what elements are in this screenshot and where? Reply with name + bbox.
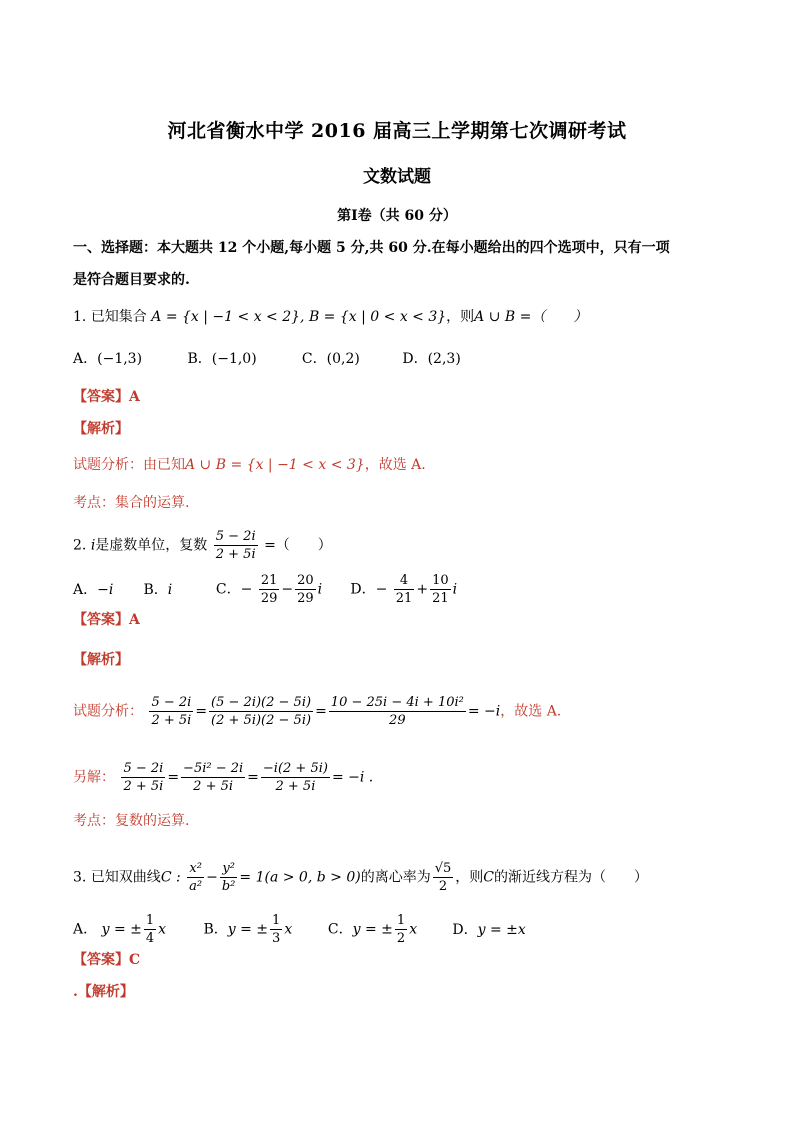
q3-option-c: C．y = ± $\frac{1}{2}$ x (327, 913, 418, 946)
q2-options (73, 572, 457, 607)
q2-fraction: $\frac{5 - 2i}{2 + 5i}$ (215, 529, 256, 562)
question-3: 3. 已知双曲线C : $\frac{\text{x²}}{\text{a²}}$ − $\frac{\text{y²}}{\text{b²}}$ = 1(a > 0, b > 0)的离心率为 $\frac{√5}{2}$ ，则C的渐近线方程为（ ） (73, 861, 648, 894)
q2-analysis: 试题分析： $\frac{5 - 2i}{2 + 5i}$ = $\frac{(5 - 2i)(2 - 5i)}{(2 + 5i)(2 - 5i)}$ = $\frac{\text{10 − 25i − 4i + 10i²}}{29}$ = −i，故选 A. (73, 695, 562, 728)
q3-answer: 【答案】C (73, 952, 141, 968)
q3-options (73, 912, 526, 947)
q3-option-b: B．y = ± $\frac{1}{3}$ x (203, 913, 293, 946)
instructions-line-2: 是符合题目要求的. (73, 272, 190, 288)
q2-option-b: B．i (143, 581, 173, 598)
instructions-line-1: 一、选择题：本大题共 12 个小题,每小题 5 分,共 60 分.在每小题给出的四个选项中，只有一项 (73, 240, 670, 256)
q1-mid: ，则 (446, 309, 475, 325)
exam-title: 河北省衡水中学 2016 届高三上学期第七次调研考试 (167, 120, 627, 142)
q1-options (73, 349, 461, 369)
q1-set-b: , B = {x | 0 < x < 3} (300, 309, 447, 325)
q2-analysis-label: 【解析】 (73, 652, 129, 668)
q2-option-a: A．−i (73, 581, 114, 598)
q1-ask: A ∪ B =（ ） (474, 309, 588, 325)
q1-option-d: D．(2,3) (402, 351, 461, 367)
q2-option-c: C．− $\frac{21}{29}$ − $\frac{20}{29}$ i (215, 573, 323, 606)
q1-analysis-label: 【解析】 (73, 421, 129, 437)
q1-prefix: 已知集合 (90, 309, 147, 325)
q2-option-d: D．− $\frac{4}{21}$ + $\frac{10}{21}$ i (350, 573, 458, 606)
question-2: 2. i是虚数单位，复数 $\frac{5 - 2i}{2 + 5i}$ =（ ） (73, 529, 332, 562)
q1-set-a: A = {x | −1 < x < 2} (151, 309, 301, 325)
q1-option-b: B．(−1,0) (187, 351, 257, 367)
q2-alt-solution: 另解： $\frac{5 - 2i}{2 + 5i}$ = $\frac{\text{−5i² − 2i}}{2 + 5i}$ = $\frac{-i(2 + 5i)}{2 + 5i}$ = −i . (73, 761, 374, 794)
q3-option-a: A． y = ± $\frac{1}{4}$ x (73, 913, 167, 946)
q1-answer: 【答案】A (73, 389, 140, 405)
q2-exam-point: 考点：复数的运算. (73, 813, 190, 829)
q1-exam-point: 考点：集合的运算. (73, 495, 190, 511)
q2-answer: 【答案】A (73, 612, 140, 628)
q3-analysis-label: .【解析】 (73, 984, 134, 1000)
question-1 (73, 307, 587, 327)
q1-number: 1. (73, 309, 87, 325)
section-heading: 第Ⅰ卷（共 60 分） (337, 208, 457, 224)
exam-subtitle: 文数试题 (363, 167, 431, 187)
q3-option-d: D．y = ±x (452, 921, 526, 938)
q1-analysis: 试题分析：由已知A ∪ B = {x | −1 < x < 3}，故选 A. (73, 457, 426, 473)
q1-option-a: A．(−1,3) (73, 351, 143, 367)
q1-option-c: C．(0,2) (301, 351, 360, 367)
